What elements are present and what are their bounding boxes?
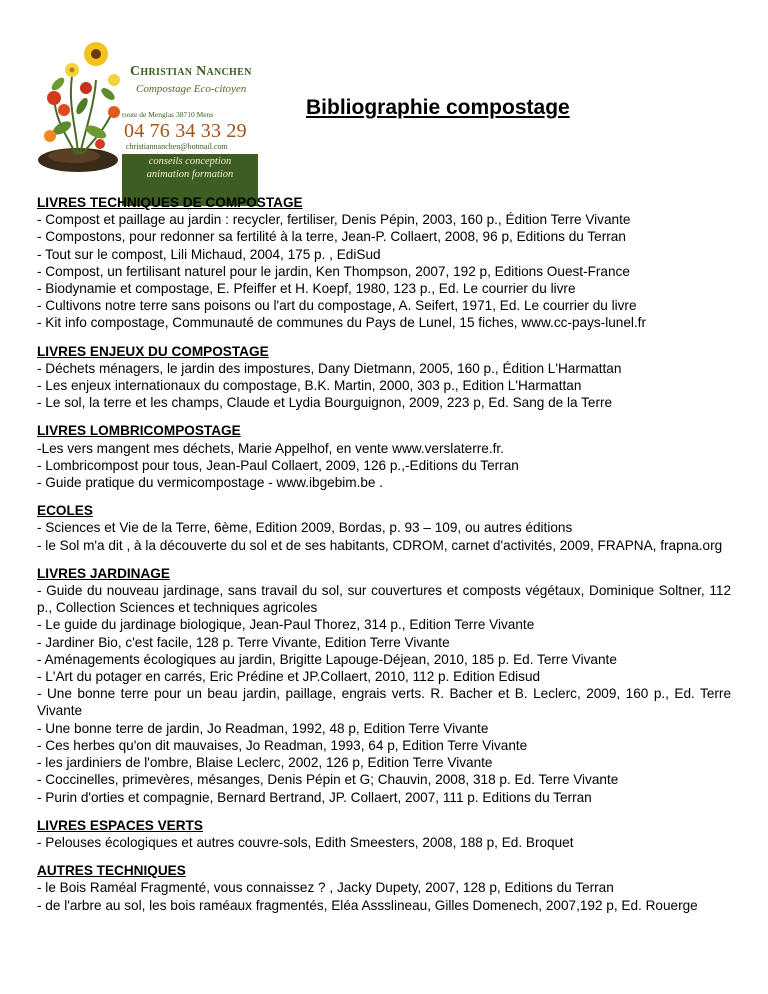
- section-heading: LIVRES JARDINAGE: [37, 565, 170, 581]
- book-entry: - L'Art du potager en carrés, Eric Prédine et JP.Collaert, 2010, 112 p. Edition Edisud: [37, 669, 541, 685]
- section-heading: LIVRES ESPACES VERTS: [37, 817, 203, 833]
- book-entry: - Biodynamie et compostage, E. Pfeiffer et H. Koepf, 1980, 123 p., Ed. Le courrier du livre: [37, 281, 576, 297]
- section-heading: LIVRES LOMBRICOMPOSTAGE: [37, 423, 241, 439]
- book-entry: - Compost et paillage au jardin : recycler, fertiliser, Denis Pépin, 2003, 160 p., Édition Terre Vivante: [37, 212, 631, 228]
- book-entry: - le Sol m'a dit , à la découverte du sol et de ses habitants, CDROM, carnet d'activités, 2009, FRAPNA, frapna.org: [37, 537, 723, 553]
- logo-address: route de Menglas 38710 Mens: [122, 110, 214, 119]
- section-livres-lombricompostage: [37, 422, 731, 491]
- book-entry: -Les vers mangent mes déchets, Marie Appelhof, en vente www.verslaterre.fr.: [37, 440, 504, 456]
- book-entry: - Lombricompost pour tous, Jean-Paul Collaert, 2009, 126 p.,-Editions du Terran: [37, 457, 519, 473]
- logo-band-line: animation formation: [146, 169, 234, 180]
- book-entry: - le Bois Raméal Fragmenté, vous connaissez ? , Jacky Dupety, 2007, 128 p, Editions du Terran: [37, 880, 614, 896]
- book-entry: - Le sol, la terre et les champs, Claude et Lydia Bourguignon, 2009, 223 p, Ed. Sang de la Terre: [37, 395, 613, 411]
- section-livres-enjeux: [37, 343, 731, 412]
- book-entry: - de l'arbre au sol, les bois raméaux fragmentés, Eléa Assslineau, Gilles Domenech, 2007,192 p, Ed. Rouerge: [37, 897, 698, 913]
- section-ecoles: [37, 502, 731, 554]
- book-entry: - Ces herbes qu'on dit mauvaises, Jo Readman, 1993, 64 p, Edition Terre Vivante: [37, 737, 528, 753]
- book-entry: - Le guide du jardinage biologique, Jean-Paul Thorez, 314 p., Edition Terre Vivante: [37, 617, 535, 633]
- section-livres-espaces-verts: [37, 817, 731, 851]
- book-entry: - Compost, un fertilisant naturel pour le jardin, Ken Thompson, 2007, 192 p, Editions Ouest-France: [37, 263, 630, 279]
- flower-bouquet-icon: [38, 36, 130, 172]
- book-entry: - Sciences et Vie de la Terre, 6ème, Edition 2009, Bordas, p. 93 – 109, ou autres éditions: [37, 520, 573, 536]
- book-entry: - Guide du nouveau jardinage, sans travail du sol, sur couvertures et composts végétaux, Dominique Soltner, 112 p., Collection Sciences et techniques agricoles: [37, 583, 731, 616]
- logo-band-line: conseils conception: [148, 156, 232, 167]
- book-entry: - Aménagements écologiques au jardin, Brigitte Lapouge-Déjean, 2010, 185 p. Ed. Terre Vivante: [37, 651, 617, 667]
- book-entry: - Compostons, pour redonner sa fertilité à la terre, Jean-P. Collaert, 2008, 96 p, Editions du Terran: [37, 229, 626, 245]
- book-entry: - Une bonne terre pour un beau jardin, paillage, engrais verts. R. Bacher et B. Leclerc, 2009, 160 p., Ed. Terre Vivante: [37, 686, 731, 719]
- book-entry: - Cultivons notre terre sans poisons ou l'art du compostage, A. Seifert, 1971, Ed. Le courrier du livre: [37, 298, 637, 314]
- section-heading: ECOLES: [37, 503, 93, 519]
- logo-tagline: Compostage Eco-citoyen: [136, 83, 247, 95]
- section-heading: AUTRES TECHNIQUES: [37, 863, 186, 879]
- section-heading: LIVRES TECHNIQUES DE COMPOSTAGE: [37, 195, 303, 210]
- book-entry: - les jardiniers de l'ombre, Blaise Leclerc, 2002, 126 p, Edition Terre Vivante: [37, 755, 493, 771]
- logo-email: christiannanchen@hotmail.com: [126, 142, 228, 151]
- book-entry: - Guide pratique du vermicompostage - www.ibgebim.be .: [37, 475, 384, 491]
- section-livres-techniques: [37, 194, 731, 332]
- book-entry: - Purin d'orties et compagnie, Bernard Bertrand, JP. Collaert, 2007, 111 p. Editions du Terran: [37, 789, 592, 805]
- logo-phone: 04 76 34 33 29: [124, 120, 247, 142]
- book-entry: - Coccinelles, primevères, mésanges, Denis Pépin et G; Chauvin, 2008, 318 p. Ed. Terre Vivante: [37, 772, 619, 788]
- book-entry: - Une bonne terre de jardin, Jo Readman, 1992, 48 p, Edition Terre Vivante: [37, 720, 489, 736]
- section-heading: LIVRES ENJEUX DU COMPOSTAGE: [37, 343, 269, 359]
- logo-name: Christian Nanchen: [130, 64, 252, 79]
- book-entry: - Kit info compostage, Communauté de communes du Pays de Lunel, 15 fiches, www.cc-pays-lunel.fr: [37, 315, 646, 331]
- book-entry: - Les enjeux internationaux du compostage, B.K. Martin, 2000, 303 p., Edition L'Harmattan: [37, 378, 582, 394]
- book-entry: - Tout sur le compost, Lili Michaud, 2004, 175 p. , EdiSud: [37, 246, 381, 262]
- company-logo: [38, 36, 258, 180]
- book-entry: - Pelouses écologiques et autres couvre-sols, Edith Smeesters, 2008, 188 p, Ed. Broquet: [37, 834, 574, 850]
- book-entry: - Déchets ménagers, le jardin des impostures, Dany Dietmann, 2005, 160 p., Édition L'Harmattan: [37, 360, 622, 376]
- section-livres-jardinage: [37, 565, 731, 806]
- book-entry: - Jardiner Bio, c'est facile, 128 p. Terre Vivante, Edition Terre Vivante: [37, 634, 450, 650]
- bibliography: [37, 194, 731, 925]
- section-autres-techniques: [37, 862, 731, 914]
- page-title: Bibliographie compostage: [306, 96, 570, 119]
